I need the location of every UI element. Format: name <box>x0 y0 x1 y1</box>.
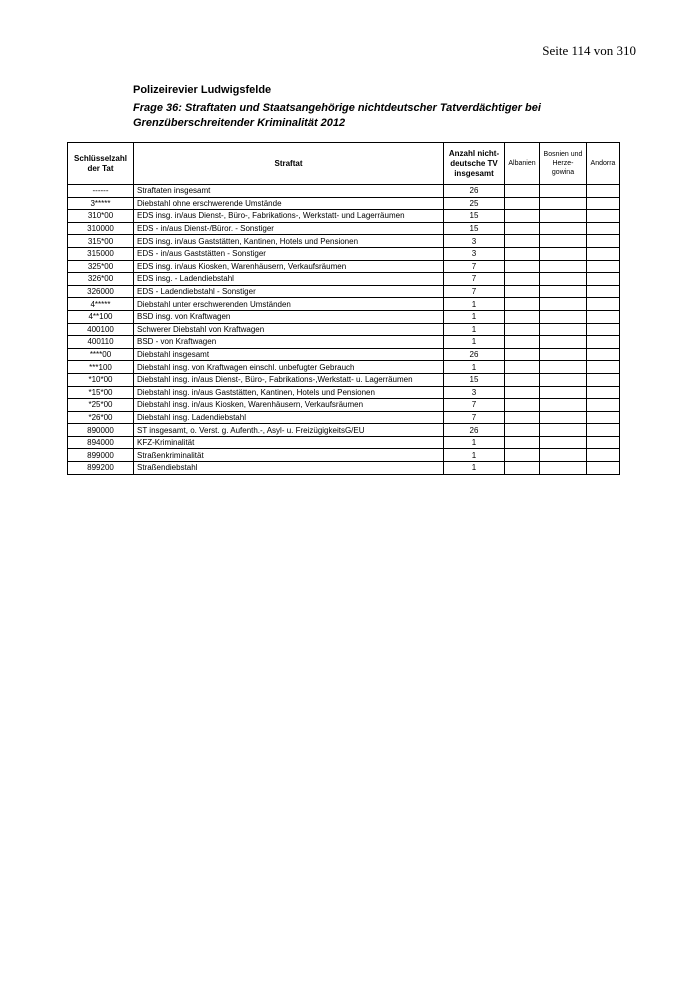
table-body <box>68 185 620 475</box>
cell-albanien <box>505 323 540 336</box>
table-row <box>68 222 620 235</box>
cell-bosnien <box>540 336 587 349</box>
cell-offense: Diebstahl ohne erschwerende Umstände <box>134 197 444 210</box>
cell-offense: EDS - in/aus Gaststätten - Sonstiger <box>134 247 444 260</box>
table-row <box>68 247 620 260</box>
cell-andorra <box>587 348 620 361</box>
cell-andorra <box>587 323 620 336</box>
cell-offense: EDS - in/aus Dienst-/Büror. - Sonstiger <box>134 222 444 235</box>
cell-bosnien <box>540 235 587 248</box>
cell-count: 15 <box>444 210 505 223</box>
cell-andorra <box>587 424 620 437</box>
cell-bosnien <box>540 197 587 210</box>
cell-offense: Diebstahl insg. von Kraftwagen einschl. unbefugter Gebrauch <box>134 361 444 374</box>
cell-albanien <box>505 424 540 437</box>
cell-key: 326000 <box>68 285 134 298</box>
report-heading <box>133 84 633 131</box>
cell-andorra <box>587 285 620 298</box>
cell-albanien <box>505 298 540 311</box>
cell-bosnien <box>540 424 587 437</box>
cell-albanien <box>505 285 540 298</box>
cell-andorra <box>587 436 620 449</box>
table-row <box>68 449 620 462</box>
cell-key: 325*00 <box>68 260 134 273</box>
table-header-row <box>68 143 620 185</box>
cell-count: 15 <box>444 222 505 235</box>
cell-andorra <box>587 399 620 412</box>
table-row <box>68 197 620 210</box>
cell-count: 3 <box>444 386 505 399</box>
cell-albanien <box>505 197 540 210</box>
table-row <box>68 298 620 311</box>
station-name: Polizeirevier Ludwigsfelde <box>133 84 272 96</box>
cell-bosnien <box>540 399 587 412</box>
cell-andorra <box>587 361 620 374</box>
cell-albanien <box>505 399 540 412</box>
cell-albanien <box>505 411 540 424</box>
cell-albanien <box>505 373 540 386</box>
table-row <box>68 273 620 286</box>
cell-count: 1 <box>444 310 505 323</box>
cell-bosnien <box>540 185 587 198</box>
cell-count: 1 <box>444 449 505 462</box>
header-andorra: Andorra <box>587 143 620 185</box>
question-title: Frage 36: Straftaten und Staatsangehörige nichtdeutscher Tatverdächtiger bei Grenzüberschreitender Kriminalität 2012 <box>133 102 541 129</box>
cell-andorra <box>587 260 620 273</box>
cell-andorra <box>587 373 620 386</box>
cell-key: 315*00 <box>68 235 134 248</box>
cell-key: 894000 <box>68 436 134 449</box>
table-row <box>68 361 620 374</box>
cell-bosnien <box>540 436 587 449</box>
cell-count: 7 <box>444 411 505 424</box>
cell-key: *26*00 <box>68 411 134 424</box>
cell-bosnien <box>540 285 587 298</box>
table-row <box>68 462 620 475</box>
cell-count: 7 <box>444 260 505 273</box>
cell-bosnien <box>540 260 587 273</box>
cell-albanien <box>505 260 540 273</box>
cell-offense: Diebstahl insg. in/aus Kiosken, Warenhäusern, Verkaufsräumen <box>134 399 444 412</box>
cell-albanien <box>505 449 540 462</box>
table-row <box>68 260 620 273</box>
cell-key: ***100 <box>68 361 134 374</box>
cell-count: 7 <box>444 399 505 412</box>
cell-andorra <box>587 298 620 311</box>
cell-offense: Schwerer Diebstahl von Kraftwagen <box>134 323 444 336</box>
cell-albanien <box>505 386 540 399</box>
header-key: Schlüsselzahl der Tat <box>68 143 134 185</box>
table-row <box>68 424 620 437</box>
cell-albanien <box>505 185 540 198</box>
cell-key: 3***** <box>68 197 134 210</box>
cell-bosnien <box>540 462 587 475</box>
cell-count: 3 <box>444 247 505 260</box>
table-row <box>68 373 620 386</box>
cell-andorra <box>587 462 620 475</box>
cell-key: 310000 <box>68 222 134 235</box>
cell-count: 1 <box>444 298 505 311</box>
cell-count: 1 <box>444 361 505 374</box>
cell-offense: Diebstahl insgesamt <box>134 348 444 361</box>
table-row <box>68 210 620 223</box>
cell-bosnien <box>540 273 587 286</box>
cell-albanien <box>505 235 540 248</box>
cell-count: 7 <box>444 285 505 298</box>
cell-andorra <box>587 273 620 286</box>
cell-offense: Diebstahl insg. in/aus Gaststätten, Kantinen, Hotels und Pensionen <box>134 386 444 399</box>
cell-andorra <box>587 336 620 349</box>
cell-albanien <box>505 361 540 374</box>
cell-count: 1 <box>444 323 505 336</box>
cell-albanien <box>505 247 540 260</box>
cell-andorra <box>587 222 620 235</box>
cell-key: 315000 <box>68 247 134 260</box>
cell-bosnien <box>540 348 587 361</box>
cell-andorra <box>587 247 620 260</box>
cell-bosnien <box>540 386 587 399</box>
header-count: Anzahl nicht-deutsche TV insgesamt <box>444 143 505 185</box>
cell-key: 4***** <box>68 298 134 311</box>
cell-count: 1 <box>444 436 505 449</box>
cell-key: 899200 <box>68 462 134 475</box>
cell-key: 400100 <box>68 323 134 336</box>
table-row <box>68 436 620 449</box>
cell-offense: Diebstahl insg. in/aus Dienst-, Büro-, Fabrikations-,Werkstatt- u. Lagerräumen <box>134 373 444 386</box>
cell-bosnien <box>540 298 587 311</box>
cell-bosnien <box>540 361 587 374</box>
cell-offense: ST insgesamt, o. Verst. g. Aufenth.-, Asyl- u. FreizügigkeitsG/EU <box>134 424 444 437</box>
cell-count: 1 <box>444 462 505 475</box>
cell-albanien <box>505 310 540 323</box>
table-row <box>68 285 620 298</box>
cell-andorra <box>587 185 620 198</box>
cell-albanien <box>505 210 540 223</box>
header-offense: Straftat <box>134 143 444 185</box>
cell-count: 7 <box>444 273 505 286</box>
cell-offense: Diebstahl unter erschwerenden Umständen <box>134 298 444 311</box>
cell-offense: EDS insg. in/aus Dienst-, Büro-, Fabrikations-, Werkstatt- und Lagerräumen <box>134 210 444 223</box>
table-row <box>68 386 620 399</box>
cell-bosnien <box>540 323 587 336</box>
cell-key: *15*00 <box>68 386 134 399</box>
cell-key: ****00 <box>68 348 134 361</box>
cell-offense: EDS insg. - Ladendiebstahl <box>134 273 444 286</box>
cell-offense: EDS insg. in/aus Gaststätten, Kantinen, Hotels und Pensionen <box>134 235 444 248</box>
cell-count: 26 <box>444 424 505 437</box>
cell-andorra <box>587 210 620 223</box>
table-row <box>68 399 620 412</box>
cell-albanien <box>505 336 540 349</box>
cell-key: 4**100 <box>68 310 134 323</box>
cell-bosnien <box>540 411 587 424</box>
cell-albanien <box>505 273 540 286</box>
cell-offense: Diebstahl insg. Ladendiebstahl <box>134 411 444 424</box>
cell-count: 1 <box>444 336 505 349</box>
cell-bosnien <box>540 247 587 260</box>
cell-bosnien <box>540 449 587 462</box>
cell-key: 899000 <box>68 449 134 462</box>
cell-key: *10*00 <box>68 373 134 386</box>
cell-offense: Straftaten insgesamt <box>134 185 444 198</box>
cell-key: 326*00 <box>68 273 134 286</box>
cell-bosnien <box>540 210 587 223</box>
cell-albanien <box>505 222 540 235</box>
cell-offense: EDS - Ladendiebstahl - Sonstiger <box>134 285 444 298</box>
cell-albanien <box>505 348 540 361</box>
cell-key: ------ <box>68 185 134 198</box>
cell-albanien <box>505 436 540 449</box>
cell-key: 400110 <box>68 336 134 349</box>
cell-bosnien <box>540 373 587 386</box>
table-row <box>68 310 620 323</box>
cell-offense: Straßendiebstahl <box>134 462 444 475</box>
cell-count: 25 <box>444 197 505 210</box>
cell-key: *25*00 <box>68 399 134 412</box>
cell-count: 15 <box>444 373 505 386</box>
cell-offense: Straßenkriminalität <box>134 449 444 462</box>
header-bosnien: Bosnien und Herze-gowina <box>540 143 587 185</box>
cell-count: 3 <box>444 235 505 248</box>
cell-count: 26 <box>444 185 505 198</box>
cell-offense: KFZ-Kriminalität <box>134 436 444 449</box>
table-row <box>68 411 620 424</box>
cell-count: 26 <box>444 348 505 361</box>
cell-key: 890000 <box>68 424 134 437</box>
cell-bosnien <box>540 222 587 235</box>
table-row <box>68 185 620 198</box>
cell-andorra <box>587 197 620 210</box>
cell-albanien <box>505 462 540 475</box>
cell-offense: BSD - von Kraftwagen <box>134 336 444 349</box>
cell-andorra <box>587 235 620 248</box>
table-row <box>68 336 620 349</box>
cell-bosnien <box>540 310 587 323</box>
table-row <box>68 348 620 361</box>
table-row <box>68 323 620 336</box>
table-row <box>68 235 620 248</box>
cell-andorra <box>587 386 620 399</box>
cell-offense: BSD insg. von Kraftwagen <box>134 310 444 323</box>
header-albanien: Albanien <box>505 143 540 185</box>
cell-andorra <box>587 449 620 462</box>
cell-andorra <box>587 411 620 424</box>
page-number: Seite 114 von 310 <box>542 43 636 58</box>
cell-andorra <box>587 310 620 323</box>
cell-offense: EDS insg. in/aus Kiosken, Warenhäusern, Verkaufsräumen <box>134 260 444 273</box>
cell-key: 310*00 <box>68 210 134 223</box>
offense-table <box>67 142 620 475</box>
